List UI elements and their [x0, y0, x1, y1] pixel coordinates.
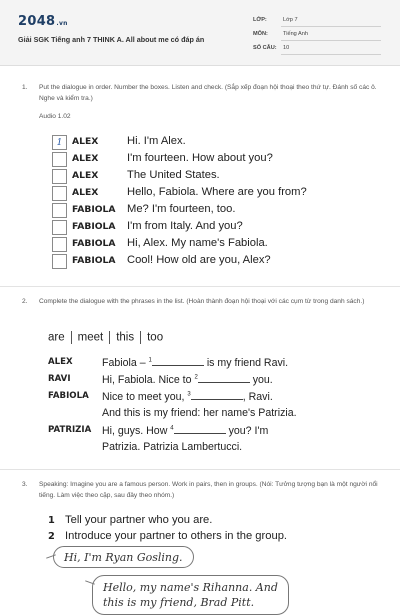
- dialogue-line: [52, 219, 352, 236]
- order-box[interactable]: [52, 220, 67, 235]
- speaker-name: ALEX: [72, 136, 99, 147]
- order-box[interactable]: [52, 203, 67, 218]
- speaker-name: FABIOLA: [72, 238, 116, 249]
- speech-bubble: Hello, my name's Rihanna. And this is my friend, Brad Pitt.: [92, 575, 289, 615]
- speaker-name: RAVI: [48, 374, 71, 384]
- dialogue-line: [52, 185, 352, 202]
- document-header: 2048.vn Giải SGK Tiếng anh 7 THINK A. All about me có đáp án LỚP: Lớp 7 MÔN: Tiếng Anh SỐ CÂU: 10: [0, 0, 400, 66]
- order-box[interactable]: [52, 186, 67, 201]
- dialogue-text: Hi, guys. How $^4$ you? I'm Patrizia. Patrizia Lambertucci.: [102, 425, 269, 453]
- dialogue-text: Nice to meet you, $^3$ , Ravi. And this is my friend: her name's Patrizia.: [102, 391, 297, 419]
- order-box[interactable]: 1: [52, 135, 67, 150]
- speaker-name: ALEX: [72, 170, 99, 181]
- dialogue-line: [52, 202, 352, 219]
- order-box[interactable]: [52, 152, 67, 167]
- order-box[interactable]: [52, 169, 67, 184]
- audio-label: Audio 1.02: [39, 113, 71, 120]
- dialogue-text: Hi, Alex. My name's Fabiola.: [127, 237, 268, 249]
- speaker-name: FABIOLA: [72, 255, 116, 266]
- dialogue-text: Hello, Fabiola. Where are you from?: [127, 186, 307, 198]
- word-bank: [48, 331, 163, 344]
- word-bank-item: this: [116, 331, 135, 344]
- answer-blank[interactable]: [152, 357, 204, 366]
- dialogue-line: [52, 134, 352, 151]
- speaker-name: PATRIZIA: [48, 425, 92, 435]
- dialogue-line: [52, 236, 352, 253]
- answer-blank[interactable]: [191, 391, 243, 400]
- speaker-name: ALEX: [72, 187, 99, 198]
- dialogue-text: I'm from Italy. And you?: [127, 220, 243, 232]
- speaker-name: FABIOLA: [72, 204, 116, 215]
- order-box[interactable]: [52, 254, 67, 269]
- speaker-name: FABIOLA: [48, 391, 89, 401]
- page-title: Giải SGK Tiếng anh 7 THINK A. All about me có đáp án: [18, 35, 205, 44]
- dialogue-line: [52, 151, 352, 168]
- word-bank-item: are: [48, 331, 65, 344]
- dialogue-text: Cool! How old are you, Alex?: [127, 254, 271, 266]
- answer-blank[interactable]: [174, 425, 226, 434]
- word-bank-item: meet: [77, 331, 104, 344]
- section-divider: [0, 469, 400, 470]
- dialogue-line: [52, 253, 352, 270]
- dialogue-text: Fabiola – $^1$ is my friend Ravi.: [102, 357, 289, 369]
- section-divider: [0, 286, 400, 287]
- speaker-name: ALEX: [72, 153, 99, 164]
- dialogue-text: Hi. I'm Alex.: [127, 135, 186, 147]
- dialogue-text: I'm fourteen. How about you?: [127, 152, 273, 164]
- dialogue-text: Hi, Fabiola. Nice to $^2$ you.: [102, 374, 273, 386]
- speaker-name: FABIOLA: [72, 221, 116, 232]
- speech-bubble: Hi, I'm Ryan Gosling.: [53, 546, 194, 568]
- site-logo[interactable]: 2048.vn: [18, 14, 68, 29]
- speaker-name: ALEX: [48, 357, 73, 367]
- answer-blank[interactable]: [198, 374, 250, 383]
- word-bank-item: too: [147, 331, 164, 344]
- dialogue-text: The United States.: [127, 169, 220, 181]
- order-box[interactable]: [52, 237, 67, 252]
- dialogue-text: Me? I'm fourteen, too.: [127, 203, 236, 215]
- dialogue-line: [52, 168, 352, 185]
